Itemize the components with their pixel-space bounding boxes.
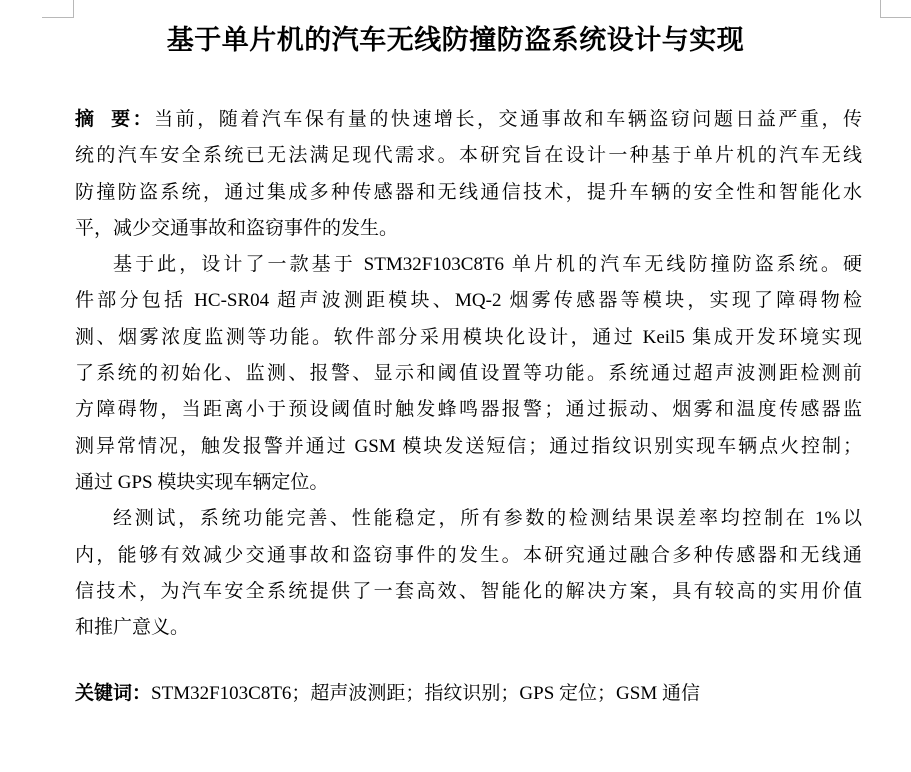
- abstract-line: 件部分包括 HC-SR04 超声波测距模块、MQ-2 烟雾传感器等模块，实现了障碍物检: [75, 290, 862, 312]
- keywords-text: STM32F103C8T6；超声波测距；指纹识别；GPS 定位；GSM 通信: [151, 683, 700, 704]
- page-corner-mark-right: [880, 0, 911, 18]
- page-corner-mark-left: [42, 0, 74, 18]
- abstract-line: 测异常情况，触发报警并通过 GSM 模块发送短信；通过指纹识别实现车辆点火控制；: [75, 435, 862, 457]
- document-title: 基于单片机的汽车无线防撞防盗系统设计与实现: [166, 25, 745, 55]
- keywords-label: 关键词：: [75, 683, 152, 704]
- abstract-line: 内，能够有效减少交通事故和盗窃事件的发生。本研究通过融合多种传感器和无线通: [75, 544, 862, 566]
- abstract-line: 方障碍物，当距离小于预设阈值时触发蜂鸣器报警；通过振动、烟雾和温度传感器监: [75, 399, 862, 421]
- abstract-line: 摘 要：当前，随着汽车保有量的快速增长，交通事故和车辆盗窃问题日益严重，传: [75, 109, 862, 130]
- abstract-line: 平，减少交通事故和盗窃事件的发生。: [75, 217, 399, 239]
- abstract-line: 经测试，系统功能完善、性能稳定，所有参数的检测结果误差率均控制在 1%以: [113, 508, 862, 530]
- keywords-line: [75, 676, 700, 712]
- abstract-line: 防撞防盗系统，通过集成多种传感器和无线通信技术，提升车辆的安全性和智能化水: [75, 181, 862, 203]
- abstract-line: 通过 GPS 模块实现车辆定位。: [75, 471, 329, 493]
- abstract-label: 摘 要：: [75, 109, 155, 130]
- abstract-line: 基于此，设计了一款基于 STM32F103C8T6 单片机的汽车无线防撞防盗系统。硬: [113, 254, 862, 276]
- abstract-line: 和推广意义。: [75, 617, 190, 639]
- abstract-line: 信技术，为汽车安全系统提供了一套高效、智能化的解决方案，具有较高的实用价值: [75, 580, 862, 602]
- abstract-line: 统的汽车安全系统已无法满足现代需求。本研究旨在设计一种基于单片机的汽车无线: [75, 145, 862, 167]
- abstract-line: 测、烟雾浓度监测等功能。软件部分采用模块化设计，通过 Keil5 集成开发环境实现: [75, 326, 862, 348]
- abstract-body: [75, 102, 862, 646]
- abstract-line: 了系统的初始化、监测、报警、显示和阈值设置等功能。系统通过超声波测距检测前: [75, 363, 862, 385]
